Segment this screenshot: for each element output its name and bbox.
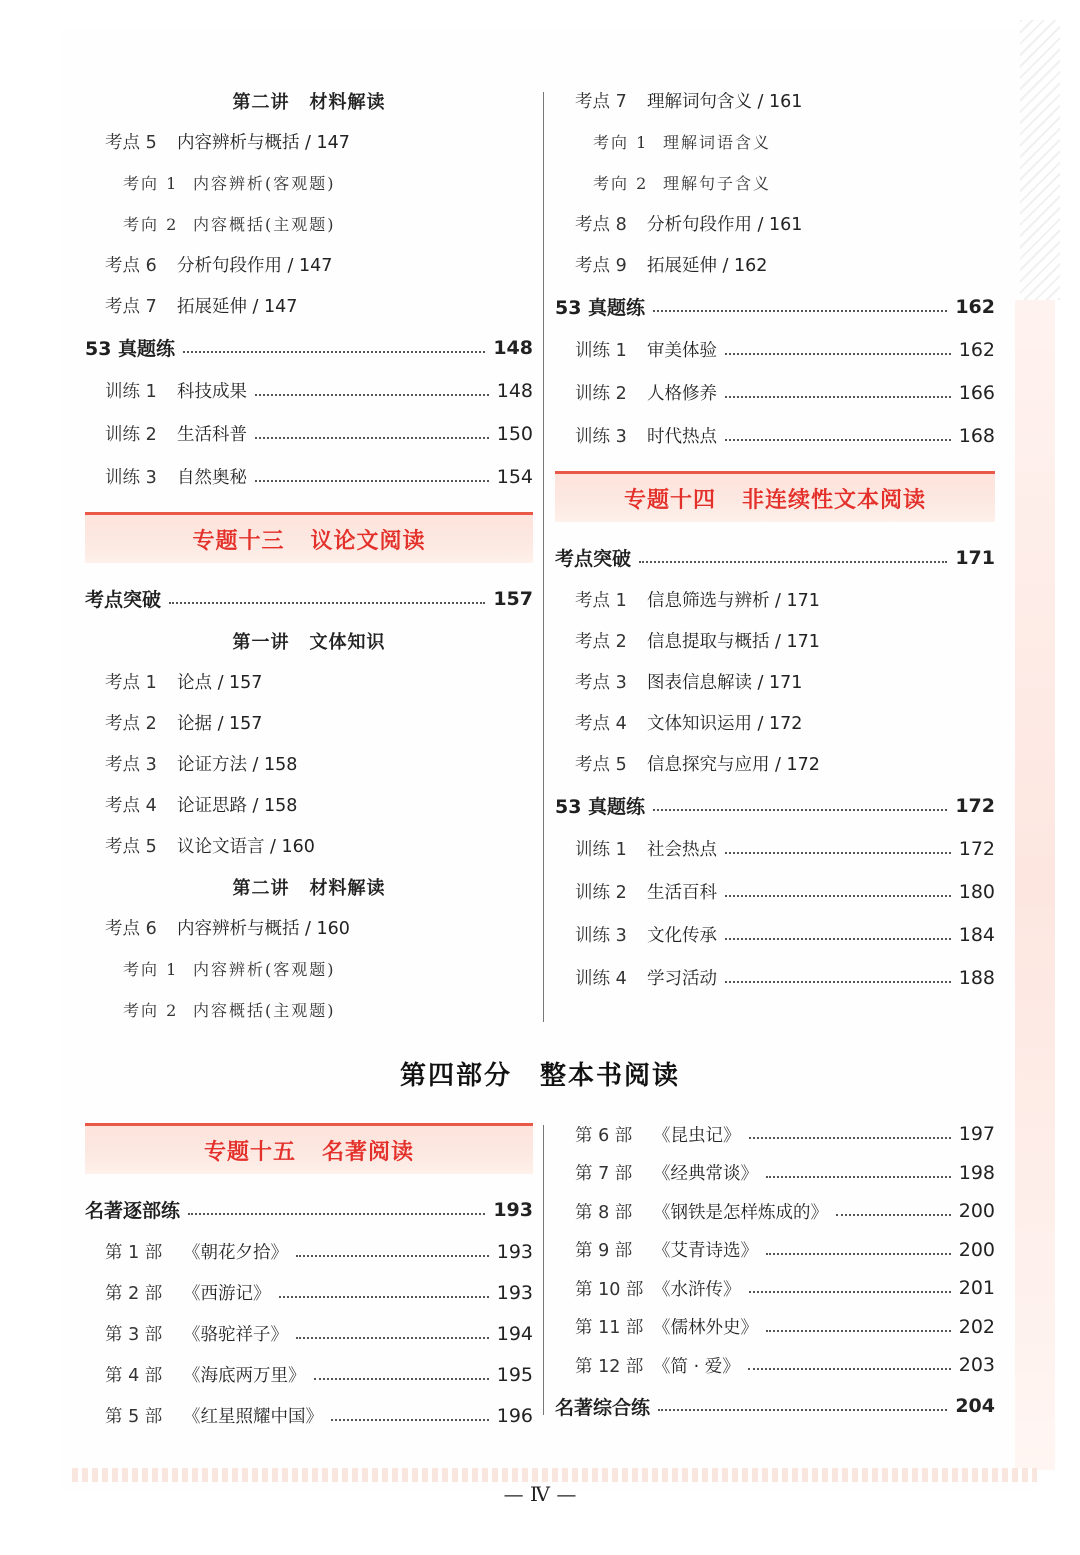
entry-label: 第 2 部 [105,1284,163,1304]
page-number: 180 [958,880,995,903]
part-number: 第四部分 [399,1061,512,1091]
entry-title: 自然奥秘 [177,468,247,488]
topic-number: 专题十五 [203,1139,296,1165]
training-entry[interactable] [85,412,533,455]
entry-title: 时代热点 [647,427,717,447]
entry-title: 信息提取与概括 / 171 [647,632,820,652]
training-entry[interactable] [85,455,533,498]
entry-label: 考点 7 [575,92,627,112]
entry-title: 图表信息解读 / 171 [647,673,803,693]
entry-title: 内容辨析与概括 / 147 [177,133,350,153]
entry-label: 训练 3 [575,427,627,447]
topic-banner [555,471,995,522]
leader-dots [188,1213,485,1215]
toc-entry[interactable] [555,743,995,784]
leader-dots [279,1296,489,1298]
training-entry[interactable] [85,369,533,412]
page-number: 171 [955,546,995,569]
right-column-upper [555,80,995,999]
lecture-number: 第二讲 [232,877,290,899]
practice-label: 53 真题练 [555,297,646,319]
entry-title: 理解词语含义 [663,133,772,152]
book-entry[interactable] [555,1192,995,1231]
leader-dots [766,1330,951,1332]
toc-entry[interactable] [85,825,533,866]
leader-dots [749,1291,951,1293]
entry-label: 训练 1 [575,840,627,860]
lecture-heading [85,866,533,907]
lecture-heading [85,80,533,121]
left-column-lower [85,1115,533,1436]
book-title: 《简 · 爱》 [653,1356,740,1377]
book-entry[interactable] [555,1346,995,1385]
lecture-heading [85,620,533,661]
entry-label: 训练 3 [575,926,627,946]
entry-title: 内容辨析(客观题) [193,174,336,193]
breakthrough-heading[interactable] [85,577,533,620]
book-entry[interactable] [555,1269,995,1308]
breakthrough-label: 考点突破 [85,589,162,611]
toc-subentry[interactable] [85,162,533,203]
practice-heading[interactable] [555,285,995,328]
entry-label: 考点 4 [105,796,157,816]
leader-dots [725,396,951,398]
practice-label: 53 真题练 [555,796,646,818]
entry-label: 第 7 部 [575,1164,633,1185]
entry-label: 第 5 部 [105,1407,163,1427]
leader-dots [296,1337,489,1339]
toc-subentry[interactable] [85,203,533,244]
entry-title: 生活百科 [647,883,717,903]
toc-entry[interactable] [85,784,533,825]
entry-title: 审美体验 [647,341,717,361]
per-book-heading[interactable] [85,1188,533,1231]
entry-title: 理解词句含义 / 161 [647,92,803,112]
entry-label: 考点 1 [575,591,627,611]
entry-title: 分析句段作用 / 161 [647,215,803,235]
entry-label: 第 4 部 [105,1366,163,1386]
entry-label: 考点 2 [575,632,627,652]
toc-entry[interactable] [555,661,995,702]
entry-label: 训练 4 [575,969,627,989]
toc-entry[interactable] [85,244,533,285]
entry-title: 学习活动 [647,969,717,989]
leader-dots [255,394,489,396]
breakthrough-label: 考点突破 [555,548,632,570]
lecture-number: 第二讲 [232,91,290,113]
page-number: 172 [955,794,995,817]
page-number: 157 [493,587,533,610]
entry-label: 考点 7 [105,297,157,317]
leader-dots [255,480,489,482]
entry-title: 论证思路 / 158 [177,796,298,816]
leader-dots [836,1214,951,1216]
entry-label: 第 8 部 [575,1202,633,1223]
toc-entry[interactable] [555,579,995,620]
lecture-title: 文体知识 [309,631,386,653]
book-entry[interactable] [555,1115,995,1154]
leader-dots [725,895,951,897]
training-entry[interactable] [555,913,995,956]
lecture-title: 材料解读 [309,877,386,899]
page-number: 168 [958,424,995,447]
toc-entry[interactable] [85,661,533,702]
page-number: 200 [958,1200,995,1223]
page-number: 184 [958,923,995,946]
practice-heading[interactable] [555,784,995,827]
book-title: 《西游记》 [183,1284,271,1304]
toc-entry[interactable] [85,285,533,326]
left-column-upper [85,80,533,1030]
leader-dots [639,561,947,563]
book-title: 《海底两万里》 [183,1366,306,1386]
entry-label: 考点 5 [575,755,627,775]
entry-label: 第 10 部 [575,1279,644,1300]
comprehensive-heading[interactable] [555,1385,995,1428]
toc-entry[interactable] [85,907,533,948]
leader-dots [331,1419,489,1421]
page-number: 148 [496,379,533,402]
entry-label: 训练 1 [575,341,627,361]
leader-dots [653,809,947,811]
per-book-label: 名著逐部练 [85,1200,181,1222]
training-entry[interactable] [555,414,995,457]
entry-label: 考点 3 [575,673,627,693]
entry-label: 考向 2 [123,1001,179,1020]
page-number: 194 [496,1322,533,1345]
leader-dots [725,852,951,854]
leader-dots [725,353,951,355]
practice-label: 53 真题练 [85,338,176,360]
entry-title: 议论文语言 / 160 [177,837,315,857]
leader-dots [725,938,951,940]
book-title: 《红星照耀中国》 [183,1407,323,1427]
page-number: 150 [496,422,533,445]
leader-dots [725,439,951,441]
entry-title: 理解句子含义 [663,174,772,193]
column-divider [543,92,544,1022]
book-entry[interactable] [555,1308,995,1347]
book-title: 《昆虫记》 [653,1125,741,1146]
book-entry[interactable] [85,1395,533,1436]
training-entry[interactable] [555,371,995,414]
page-number: 148 [493,336,533,359]
entry-title: 文化传承 [647,926,717,946]
toc-entry[interactable] [555,244,995,285]
entry-label: 第 1 部 [105,1243,163,1263]
entry-label: 考向 1 [593,133,649,152]
book-title: 《经典常谈》 [653,1164,758,1185]
leader-dots [766,1253,951,1255]
book-title: 《水浒传》 [653,1279,741,1300]
topic-banner [85,512,533,563]
entry-label: 训练 2 [105,425,157,445]
entry-label: 训练 3 [105,468,157,488]
entry-label: 考点 1 [105,673,157,693]
part-title [0,1055,1080,1092]
entry-label: 考点 8 [575,215,627,235]
lecture-number: 第一讲 [232,631,290,653]
topic-title: 名著阅读 [322,1139,415,1165]
entry-label: 第 11 部 [575,1318,644,1339]
entry-title: 文体知识运用 / 172 [647,714,803,734]
training-entry[interactable] [555,827,995,870]
entry-title: 分析句段作用 / 147 [177,256,333,276]
book-title: 《儒林外史》 [653,1318,758,1339]
decorative-side-band [1015,300,1055,1470]
toc-entry[interactable] [85,743,533,784]
entry-title: 论据 / 157 [177,714,263,734]
topic-number: 专题十三 [192,528,285,554]
page-number: 202 [958,1315,995,1338]
book-entry[interactable] [85,1231,533,1272]
entry-label: 考向 2 [593,174,649,193]
entry-title: 内容概括(主观题) [193,215,336,234]
comprehensive-label: 名著综合练 [555,1396,651,1419]
toc-subentry[interactable] [85,989,533,1030]
leader-dots [255,437,489,439]
leader-dots [725,981,951,983]
entry-label: 考点 5 [105,133,157,153]
leader-dots [749,1137,951,1139]
leader-dots [748,1368,951,1370]
page-number: 162 [955,295,995,318]
entry-label: 考点 4 [575,714,627,734]
page-number: 154 [496,465,533,488]
entry-label: 考点 3 [105,755,157,775]
page-footer: — Ⅳ — [503,1482,577,1506]
training-entry[interactable] [555,870,995,913]
page-number: 172 [958,837,995,860]
page-number: 193 [496,1240,533,1263]
entry-label: 考向 2 [123,215,179,234]
leader-dots [183,351,485,353]
topic-title: 议论文阅读 [310,528,426,554]
page-number: 166 [958,381,995,404]
toc-entry[interactable] [85,702,533,743]
entry-label: 训练 2 [575,384,627,404]
topic-banner [85,1123,533,1174]
toc-entry[interactable] [555,203,995,244]
book-entry[interactable] [85,1272,533,1313]
part-name: 整本书阅读 [540,1061,681,1091]
entry-title: 信息探究与应用 / 172 [647,755,820,775]
entry-title: 信息筛选与辨析 / 171 [647,591,820,611]
toc-entry[interactable] [555,620,995,661]
entry-title: 内容辨析(客观题) [193,960,336,979]
toc-subentry[interactable] [555,162,995,203]
page-number: 198 [958,1161,995,1184]
training-entry[interactable] [555,328,995,371]
lecture-title: 材料解读 [309,91,386,113]
leader-dots [766,1176,951,1178]
training-entry[interactable] [555,956,995,999]
leader-dots [296,1255,489,1257]
book-entry[interactable] [85,1313,533,1354]
entry-title: 社会热点 [647,840,717,860]
page-number: 193 [493,1198,533,1221]
entry-label: 考向 1 [123,960,179,979]
entry-label: 考点 6 [105,256,157,276]
entry-title: 论点 / 157 [177,673,263,693]
leader-dots [169,602,485,604]
leader-dots [658,1409,947,1411]
right-column-lower [555,1115,995,1428]
page-number: 203 [958,1354,995,1377]
book-entry[interactable] [555,1231,995,1270]
leader-dots [653,310,947,312]
decorative-bottom-band [72,1468,1037,1482]
page-number: 162 [958,338,995,361]
entry-title: 科技成果 [177,382,247,402]
entry-label: 第 9 部 [575,1241,633,1262]
practice-heading[interactable] [85,326,533,369]
entry-title: 论证方法 / 158 [177,755,298,775]
entry-label: 考点 6 [105,919,157,939]
topic-title: 非连续性文本阅读 [742,487,927,513]
book-title: 《钢铁是怎样炼成的》 [653,1202,828,1223]
entry-label: 考向 1 [123,174,179,193]
entry-title: 生活科普 [177,425,247,445]
entry-label: 考点 9 [575,256,627,276]
entry-label: 第 3 部 [105,1325,163,1345]
toc-entry[interactable] [85,121,533,162]
book-entry[interactable] [85,1354,533,1395]
decorative-stripes [1020,20,1060,300]
page-number: 193 [496,1281,533,1304]
toc-entry[interactable] [555,80,995,121]
book-title: 《艾青诗选》 [653,1241,758,1262]
entry-title: 拓展延伸 / 162 [647,256,768,276]
page-number: 204 [955,1395,995,1417]
page-number: 188 [958,966,995,989]
leader-dots [314,1378,489,1380]
page-number: 200 [958,1238,995,1261]
column-divider [543,1125,544,1415]
breakthrough-heading[interactable] [555,536,995,579]
page-number: 196 [496,1404,533,1427]
page-number: 201 [958,1277,995,1300]
entry-label: 训练 2 [575,883,627,903]
topic-number: 专题十四 [623,487,716,513]
page-number: 195 [496,1363,533,1386]
page-number: 197 [958,1123,995,1146]
entry-title: 内容辨析与概括 / 160 [177,919,350,939]
book-entry[interactable] [555,1154,995,1193]
entry-label: 训练 1 [105,382,157,402]
entry-label: 第 12 部 [575,1356,644,1377]
book-title: 《朝花夕拾》 [183,1243,288,1263]
entry-title: 内容概括(主观题) [193,1001,336,1020]
toc-entry[interactable] [555,702,995,743]
toc-subentry[interactable] [85,948,533,989]
entry-title: 拓展延伸 / 147 [177,297,298,317]
entry-label: 考点 5 [105,837,157,857]
book-title: 《骆驼祥子》 [183,1325,288,1345]
entry-title: 人格修养 [647,384,717,404]
entry-label: 第 6 部 [575,1125,633,1146]
toc-subentry[interactable] [555,121,995,162]
entry-label: 考点 2 [105,714,157,734]
